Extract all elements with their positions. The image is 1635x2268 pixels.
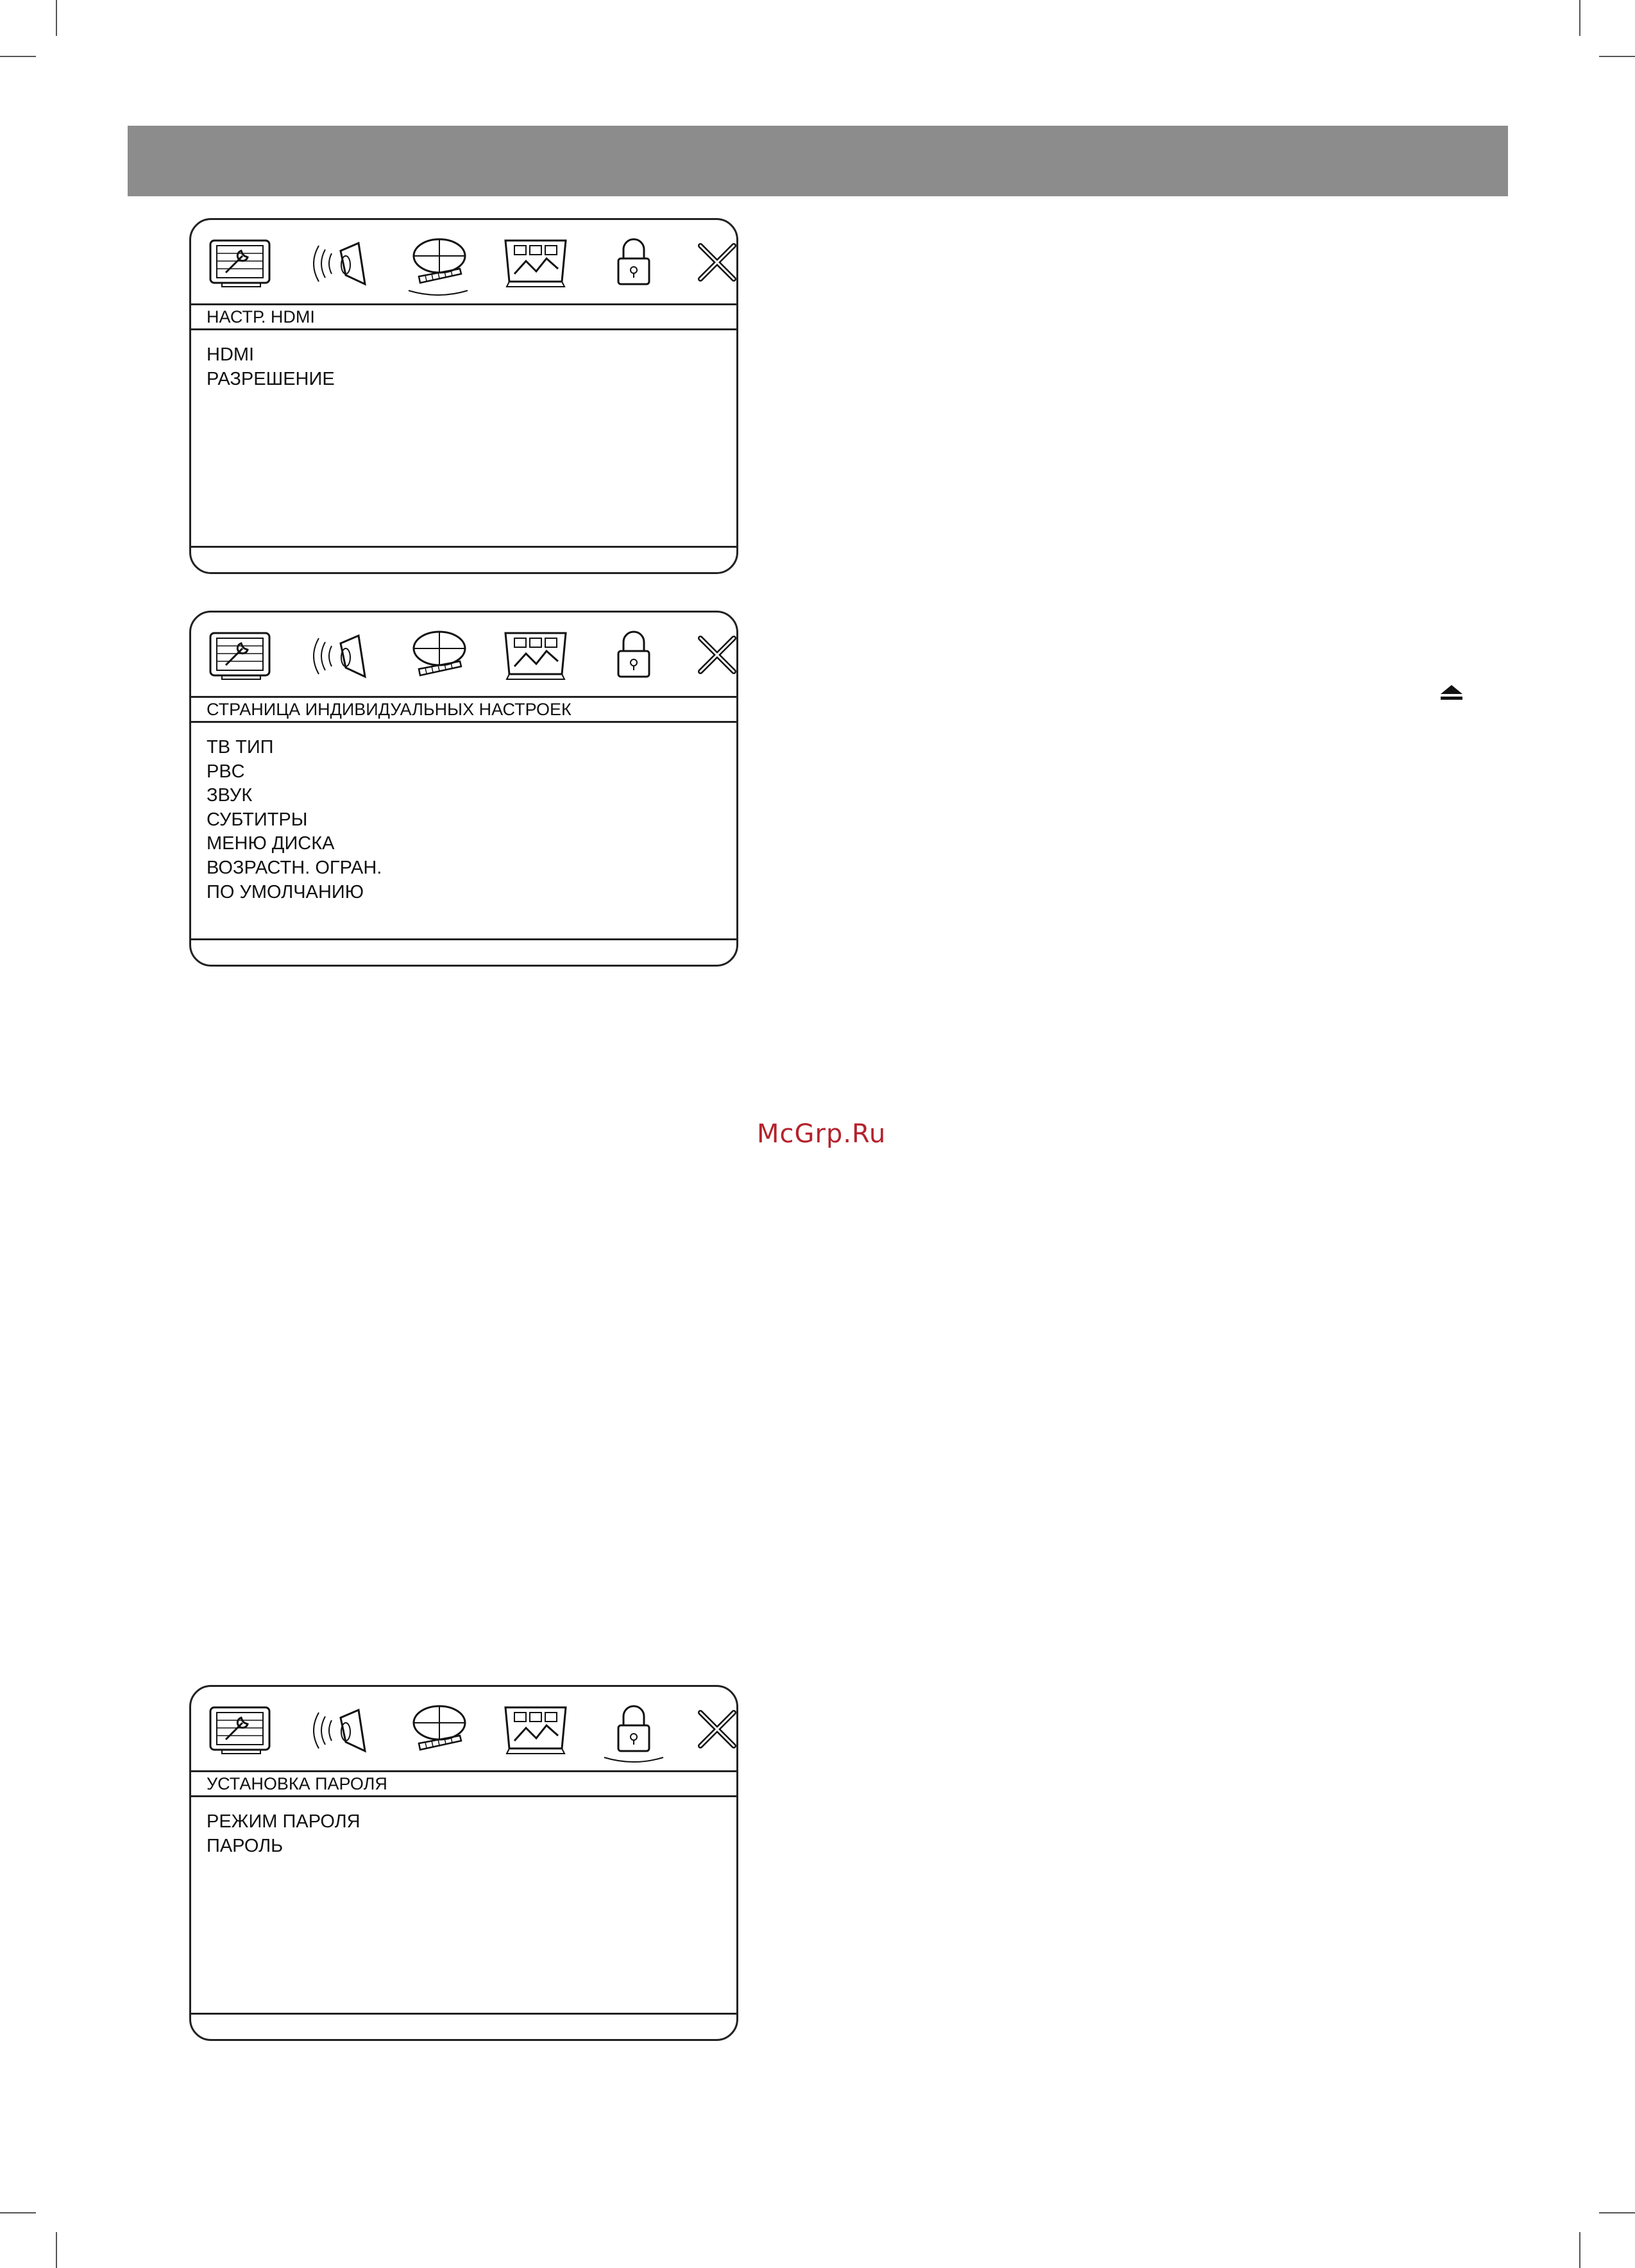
menu-item[interactable]: HDMI (207, 344, 255, 365)
menu-item[interactable]: ПО УМОЛЧАНИЮ (207, 881, 364, 902)
crop-mark (1599, 2212, 1635, 2213)
menu-title: НАСТР. HDMI (207, 307, 315, 326)
menu-item-list (207, 343, 335, 391)
watermark: McGrp.Ru (757, 1119, 886, 1149)
video-picture-icon[interactable] (498, 624, 575, 688)
osd-menu-preferences (189, 611, 738, 967)
disc-icon[interactable] (400, 624, 477, 688)
menu-item-list (207, 736, 382, 904)
osd-menu-password (189, 1685, 738, 2041)
menu-footer-rule (191, 2013, 736, 2015)
disc-icon[interactable] (400, 232, 477, 296)
menu-icon-bar (191, 220, 736, 303)
audio-speaker-icon[interactable] (303, 624, 380, 688)
menu-footer-rule (191, 546, 736, 548)
menu-item[interactable]: PBC (207, 761, 245, 782)
lock-icon[interactable] (595, 232, 672, 296)
system-setup-icon[interactable] (204, 1698, 281, 1763)
menu-icon-bar (191, 1687, 736, 1770)
osd-menu-hdmi (189, 218, 738, 574)
audio-speaker-icon[interactable] (303, 1698, 380, 1763)
lock-icon[interactable] (595, 624, 672, 688)
crop-mark (0, 56, 36, 57)
crop-mark (1579, 0, 1580, 36)
menu-item[interactable]: ТВ ТИП (207, 737, 274, 757)
menu-title-row (191, 696, 736, 723)
crop-mark (0, 2212, 36, 2213)
video-picture-icon[interactable] (498, 1698, 575, 1763)
menu-title-row (191, 1770, 736, 1797)
crop-mark (56, 2232, 57, 2268)
menu-item[interactable]: МЕНЮ ДИСКА (207, 833, 335, 854)
lock-icon[interactable] (595, 1698, 672, 1763)
menu-title: СТРАНИЦА ИНДИВИДУАЛЬНЫХ НАСТРОЕК (207, 700, 572, 719)
close-icon[interactable] (679, 232, 756, 296)
menu-title: УСТАНОВКА ПАРОЛЯ (207, 1774, 387, 1793)
menu-item[interactable]: ЗВУК (207, 785, 253, 806)
crop-mark (1599, 56, 1635, 57)
crop-mark (56, 0, 57, 36)
close-icon[interactable] (679, 624, 756, 688)
audio-speaker-icon[interactable] (303, 232, 380, 296)
system-setup-icon[interactable] (204, 624, 281, 688)
menu-item[interactable]: ВОЗРАСТН. ОГРАН. (207, 857, 382, 878)
menu-item[interactable]: РАЗРЕШЕНИЕ (207, 368, 335, 389)
eject-icon (1439, 684, 1464, 702)
header-bar (128, 126, 1508, 196)
video-picture-icon[interactable] (498, 232, 575, 296)
menu-item[interactable]: ПАРОЛЬ (207, 1835, 284, 1856)
close-icon[interactable] (679, 1698, 756, 1763)
menu-footer-rule (191, 938, 736, 940)
system-setup-icon[interactable] (204, 232, 281, 296)
menu-title-row (191, 303, 736, 330)
menu-icon-bar (191, 613, 736, 696)
crop-mark (1579, 2232, 1580, 2268)
menu-item[interactable]: СУБТИТРЫ (207, 809, 308, 830)
menu-item[interactable]: РЕЖИМ ПАРОЛЯ (207, 1811, 360, 1832)
disc-icon[interactable] (400, 1698, 477, 1763)
menu-item-list (207, 1810, 360, 1858)
